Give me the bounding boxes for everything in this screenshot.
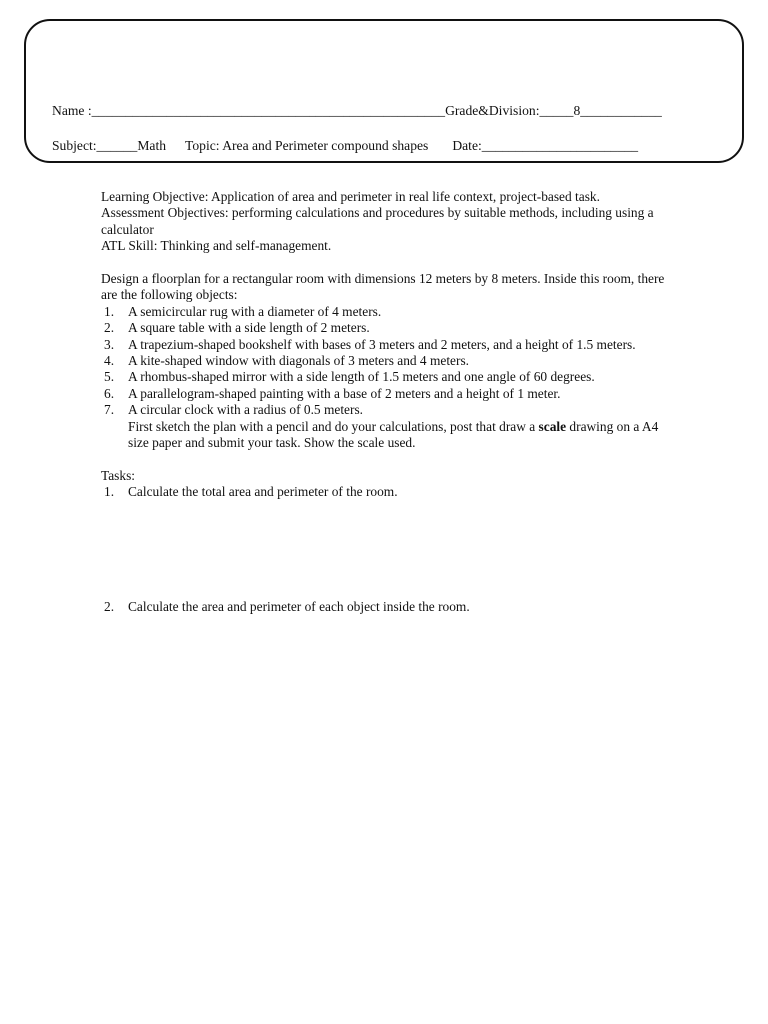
subject-field[interactable]: Subject:______Math [52, 138, 167, 153]
grade-division-field[interactable]: Grade&Division:_____8____________ [445, 103, 662, 118]
list-item: 1. A semicircular rug with a diameter of 4 meters. [104, 303, 382, 319]
tasks-list [101, 484, 681, 615]
list-item: 5. A rhombus-shaped mirror with a side length of 1.5 meters and one angle of 60 degrees. [104, 369, 595, 385]
subject-topic-date-row [52, 138, 638, 154]
atl-skill: ATL Skill: Thinking and self-management. [101, 238, 332, 254]
list-item: 2. A square table with a side length of 2 meters. [104, 320, 370, 336]
task-item: 2. Calculate the area and perimeter of each object inside the room. [104, 598, 470, 614]
intro-paragraph: Design a floorplan for a rectangular room with dimensions 12 meters by 8 meters. Inside this room, there are the following objects: [101, 271, 665, 303]
worksheet-body [101, 189, 681, 615]
assessment-objective: Assessment Objectives: performing calculations and procedures by suitable methods, including using a calculator [101, 205, 654, 237]
name-grade-row [52, 103, 662, 119]
instructions-note: First sketch the plan with a pencil and do your calculations, post that draw a scale drawing on a A4 size paper and submit your task. Show the scale used. [128, 418, 659, 451]
scale-emphasis: scale [538, 418, 567, 434]
list-item: 3. A trapezium-shaped bookshelf with bases of 3 meters and 2 meters, and a height of 1.5 meters. [104, 336, 636, 352]
tasks-heading: Tasks: [101, 467, 136, 483]
date-field[interactable]: Date:_______________________ [452, 138, 639, 153]
topic-label: Topic: Area and Perimeter compound shapes [185, 138, 429, 153]
list-item: 4. A kite-shaped window with diagonals of 3 meters and 4 meters. [104, 353, 470, 369]
learning-objective: Learning Objective: Application of area and perimeter in real life context, project-based task. [101, 189, 600, 204]
list-item: 6. A parallelogram-shaped painting with a base of 2 meters and a height of 1 meter. [104, 385, 561, 401]
name-field[interactable]: Name :____________________________________________________ [52, 103, 446, 118]
list-item: 7. A circular clock with a radius of 0.5 meters. [104, 402, 364, 418]
objects-list [101, 304, 681, 419]
task-item: 1. Calculate the total area and perimeter of the room. [104, 484, 398, 500]
